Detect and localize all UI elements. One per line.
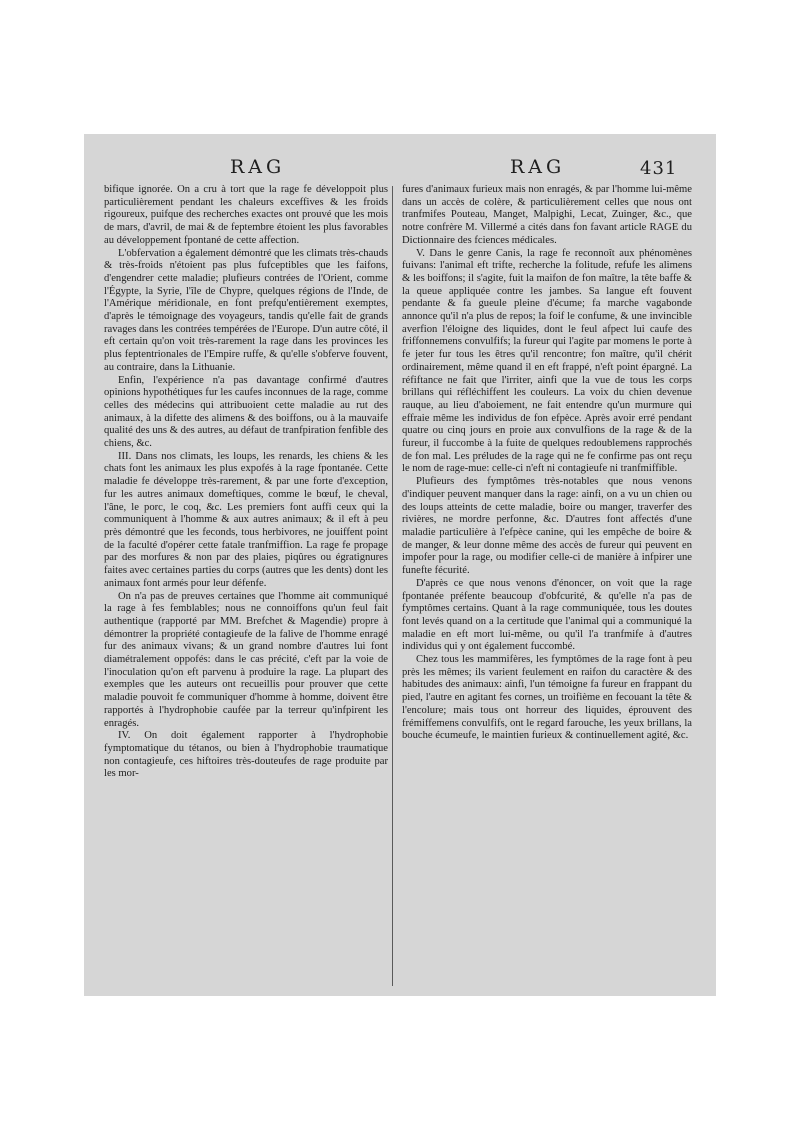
paragraph: IV. On doit également rapporter à l'hydrophobie fymptomatique du tétanos, ou bien à l'hydrophobie traumatique non contagieufe, ces hiftoires très-douteufes de rage produite par les mor- (104, 730, 388, 780)
page-number: 431 (640, 158, 678, 179)
column-divider (392, 186, 393, 986)
running-head-left: RAG (230, 156, 286, 178)
paragraph: On n'a pas de preuves certaines que l'homme ait communiqué la rage à fes femblables; nous ne connoiffons qu'un feul fait authentique (rapporté par MM. Brefchet & Magendie) propre à démontrer la propriété contagieufe de la falive de l'homme enragé fur des animaux vivans; & un grand nombre d'autres lui font diamétralement oppofés: dans le cas précité, c'eft par la voie de l'inoculation qu'on eft parvenu à produire la rage. La plupart des exemples que les auteurs ont recueillis pour prouver que cette maladie pouvoit fe communiquer d'homme à homme, doivent être rapportés à l'hydrophobie caufée par la terreur qu'infpirent les enragés. (104, 590, 388, 729)
paragraph: V. Dans le genre Canis, la rage fe reconnoît aux phénomènes fuivans: l'animal eft trifte, recherche la folitude, refufe les alimens & les boiffons; il s'agite, fuit la maifon de fon maître, la tête baffe & la queue appliquée contre les jambes. Sa langue eft fouvent pendante & fa gueule pleine d'écume; fa marche vagabonde annonce qu'il n'a plus de repos; la foif le confume, & une invincible averfion l'éloigne des liquides, dont le feul afpect lui caufe des friffonnemens convulfifs; la fureur qui l'agite par momens le porte à fe jeter fur tous les êtres qu'il rencontre; fon maître, qu'il chérit ordinairement, même quand il en eft frappé, n'eft point épargné. La réfiftance ne fait que l'irriter, ainfi que la vue de tous les corps brillans qui réfléchiffent les couleurs. La voix du chien devenue rauque, au lieu d'aboiement, ne fait entendre qu'un murmure qui effraie même les individus de fon efpèce. Après avoir erré pendant quatre ou cinq jours en proie aux convulfions de la rage & de la fureur, il fuccombe à la fuite de quelques redoublemens rapprochés de fon mal. Les préludes de la rage qui ne fe confirme pas ont reçu le nom de rage-mue: celle-ci n'eft ni contagieufe ni tranfmiffible. (402, 247, 692, 475)
paragraph: Enfin, l'expérience n'a pas davantage confirmé d'autres opinions hypothétiques fur les caufes inconnues de la rage, comme celles des médecins qui attribuoient cette maladie au rut des animaux, à la difette des alimens & des boiffons, ou à la mauvaife qualité des uns & des autres, au défaut de tranfpiration fenfible des chiens, &c. (104, 374, 388, 450)
paragraph: D'après ce que nous venons d'énoncer, on voit que la rage fpontanée préfente beaucoup d'obfcurité, & qu'elle n'a pas de fymptômes certains. Quant à la rage communiquée, tous les doutes font levés quand on a la certitude que l'animal qui a communiqué la maladie en eft mort lui-même, ou qu'il l'a tranfmife à d'autres individus qui y ont également fuccombé. (402, 577, 692, 653)
left-column (104, 184, 388, 781)
paragraph: Plufieurs des fymptômes très-notables que nous venons d'indiquer peuvent manquer dans la rage: ainfi, on a vu un chien ou des loups atteints de cette maladie, boire ou manger, traverfer des rivières, ne mordre perfonne, &c. D'autres font affectés d'une maladie particulière à l'efpèce canine, qui les empêche de boire & de manger, & leur donne même des accès de fureur qui peuvent en impofer pour la rage, ou modifier celle-ci de manière à infpirer une funefte fécurité. (402, 476, 692, 577)
paragraph: L'obfervation a également démontré que les climats très-chauds & très-froids n'étoient pas plus fufceptibles que les faifons, d'engendrer cette maladie; plufieurs contrées de l'Orient, comme l'Égypte, la Syrie, l'île de Chypre, quelques régions de l'Inde, de l'Amérique méridionale, en font prefqu'entièrement exemptes, d'après le témoignage des voyageurs, tandis qu'elle fait de grands ravages dans les contrées tempérées de l'Europe. D'un autre côté, il eft certain qu'on voit très-rarement la rage dans les provinces les plus feptentrionales de l'Empire ruffe, & qu'elle s'obferve fouvent, au contraire, dans la Lithuanie. (104, 247, 388, 373)
right-column (402, 184, 692, 743)
scanned-page (84, 134, 716, 996)
paragraph: III. Dans nos climats, les loups, les renards, les chiens & les chats font les animaux les plus expofés à la rage fpontanée. Cette maladie fe développe très-rarement, & par une forte d'exception, fur les autres animaux domeftiques, comme le bœuf, le cheval, l'âne, le porc, le coq, &c. Les premiers font auffi ceux qui la communiquent à l'homme & aux autres animaux; & il eft à peu près démontré que les feconds, tous herbivores, ne jouiffent point de la faculté d'opérer cette fatale tranfmiffion. La rage fe propage par des morfures & non par des plaies, piqûres ou égratignures faites avec certaines parties du corps (autres que les dents) dont les animaux font armés pour leur défenfe. (104, 450, 388, 589)
paragraph: bifique ignorée. On a cru à tort que la rage fe développoit plus particulièrement pendant les chaleurs exceffives & les froids rigoureux, puifque des recherches exactes ont prouvé que les mois de mars, d'avril, de mai & de feptembre étoient les plus favorables au développement fpontané de cette affection. (104, 184, 388, 246)
running-head-right: RAG (510, 156, 566, 178)
paragraph: Chez tous les mammifères, les fymptômes de la rage font à peu près les mêmes; ils varient feulement en raifon du caractère & des habitudes des animaux: ainfi, l'un témoigne fa fureur en frappant du pied, l'autre en agitant fes cornes, un troifième en fecouant la tête & l'encolure; mais tous ont horreur des liquides, éprouvent des frémiffemens convulfifs, ont le regard farouche, les yeux brillans, la bouche écumeufe, le maintien furieux & continuellement agité, &c. (402, 654, 692, 742)
paragraph: fures d'animaux furieux mais non enragés, & par l'homme lui-même dans un accès de colère, & particulièrement celles que nous ont tranfmifes Pouteau, Manget, Malpighi, Lecat, Zuinger, &c., que notre confrère M. Villermé a cités dans fon favant article RAGE du Dictionnaire des fciences médicales. (402, 184, 692, 246)
